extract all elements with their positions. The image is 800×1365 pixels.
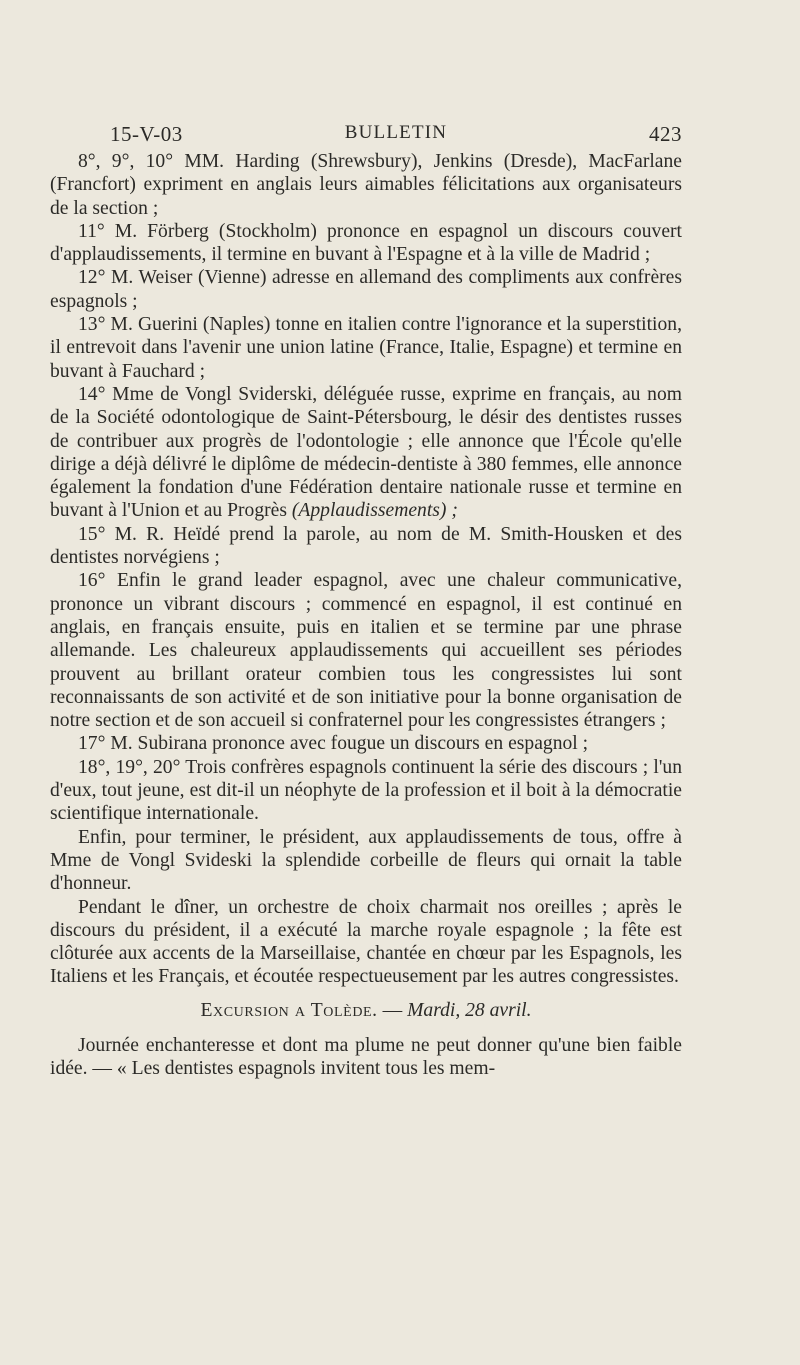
paragraph-speaker-14 <box>50 383 682 523</box>
header-title: BULLETIN <box>344 122 448 143</box>
paragraph-speaker-15: 15° M. R. Heïdé prend la parole, au nom de M. Smith-Housken et des dentistes norvégiens ; <box>50 523 682 569</box>
paragraph-excursion: Journée enchanteresse et dont ma plume ne peut donner qu'une bien faible idée. — « Les dentistes espagnols invitent tous les mem- <box>50 1034 682 1080</box>
page-number: 423 <box>649 122 682 146</box>
running-header <box>110 122 682 148</box>
paragraph-speaker-17: 17° M. Subirana prononce avec fougue un discours en espagnol ; <box>78 733 589 755</box>
section-date: Mardi, 28 avril. <box>407 999 532 1021</box>
paragraph-speaker-16: 16° Enfin le grand leader espagnol, avec une chaleur communicative, prononce un vibrant discours ; commencé en espagnol, il est continué en anglais, en français ensuite, puis en italien et se termine par une phrase allemande. Les chaleureux applaudissements qui accueillent ses périodes prouvent au brillant orateur combien tous les congressistes lui sont reconnaissants de son activité et de son initiative pour la bonne organisation de notre section et de son accueil si confraternel pour les congressistes étrangers ; <box>50 570 682 732</box>
paragraph-speaker-11: 11° M. Förberg (Stockholm) prononce en espagnol un discours couvert d'applaudissements, il termine en buvant à l'Espagne et à la ville de Madrid ; <box>50 220 682 266</box>
paragraph-speakers-18-20: 18°, 19°, 20° Trois confrères espagnols continuent la série des discours ; l'un d'eux, tout jeune, est dit-il un néophyte de la profession et il boit à la démocratie scientifique internationale. <box>50 756 682 825</box>
paragraph-speaker-12: 12° M. Weiser (Vienne) adresse en allemand des compliments aux confrères espagnols ; <box>50 267 682 312</box>
section-heading <box>50 999 682 1022</box>
paragraph-speaker-14-text: 14° Mme de Vongl Sviderski, déléguée russe, exprime en français, au nom de la Société odontologique de Saint-Pétersbourg, le désir des dentistes russes de contribuer aux progrès de l'odontologie ; elle annonce que l'École qu'elle dirige a déjà délivré le diplôme de médecin-dentiste à 380 femmes, elle annonce également la fondation d'une Fédération dentaire nationale russe et termine en buvant à l'Union et au Progrès <box>50 383 682 522</box>
paragraph-speaker-13: 13° M. Guerini (Naples) tonne en italien contre l'ignorance et la superstition, il entrevoit dans l'avenir une union latine (France, Italie, Espagne) et termine en buvant à Fauchard ; <box>50 314 682 382</box>
paragraph-dinner: Pendant le dîner, un orchestre de choix charmait nos oreilles ; après le discours du président, il a exécuté la marche royale espagnole ; la fête est clôturée aux accents de la Marseillaise, chantée en chœur par les Espagnols, les Italiens et les Français, et écoutée respectueusement par les autres congressistes. <box>50 896 682 988</box>
section-separator: — <box>377 999 408 1021</box>
paragraph-speakers-8-10: 8°, 9°, 10° MM. Harding (Shrewsbury), Jenkins (Dresde), MacFarlane (Francfort) expriment en anglais leurs aimables félicitations aux organisateurs de la section ; <box>50 151 682 219</box>
header-date: 15-V-03 <box>110 122 183 146</box>
section-title: Excursion a Tolède. <box>200 999 378 1021</box>
applause-note: (Applaudissements) ; <box>291 500 458 522</box>
paragraph-president: Enfin, pour terminer, le président, aux applaudissements de tous, offre à Mme de Vongl Svideski la splendide corbeille de fleurs qui ornait la table d'honneur. <box>50 826 682 895</box>
page-body <box>50 150 682 1081</box>
